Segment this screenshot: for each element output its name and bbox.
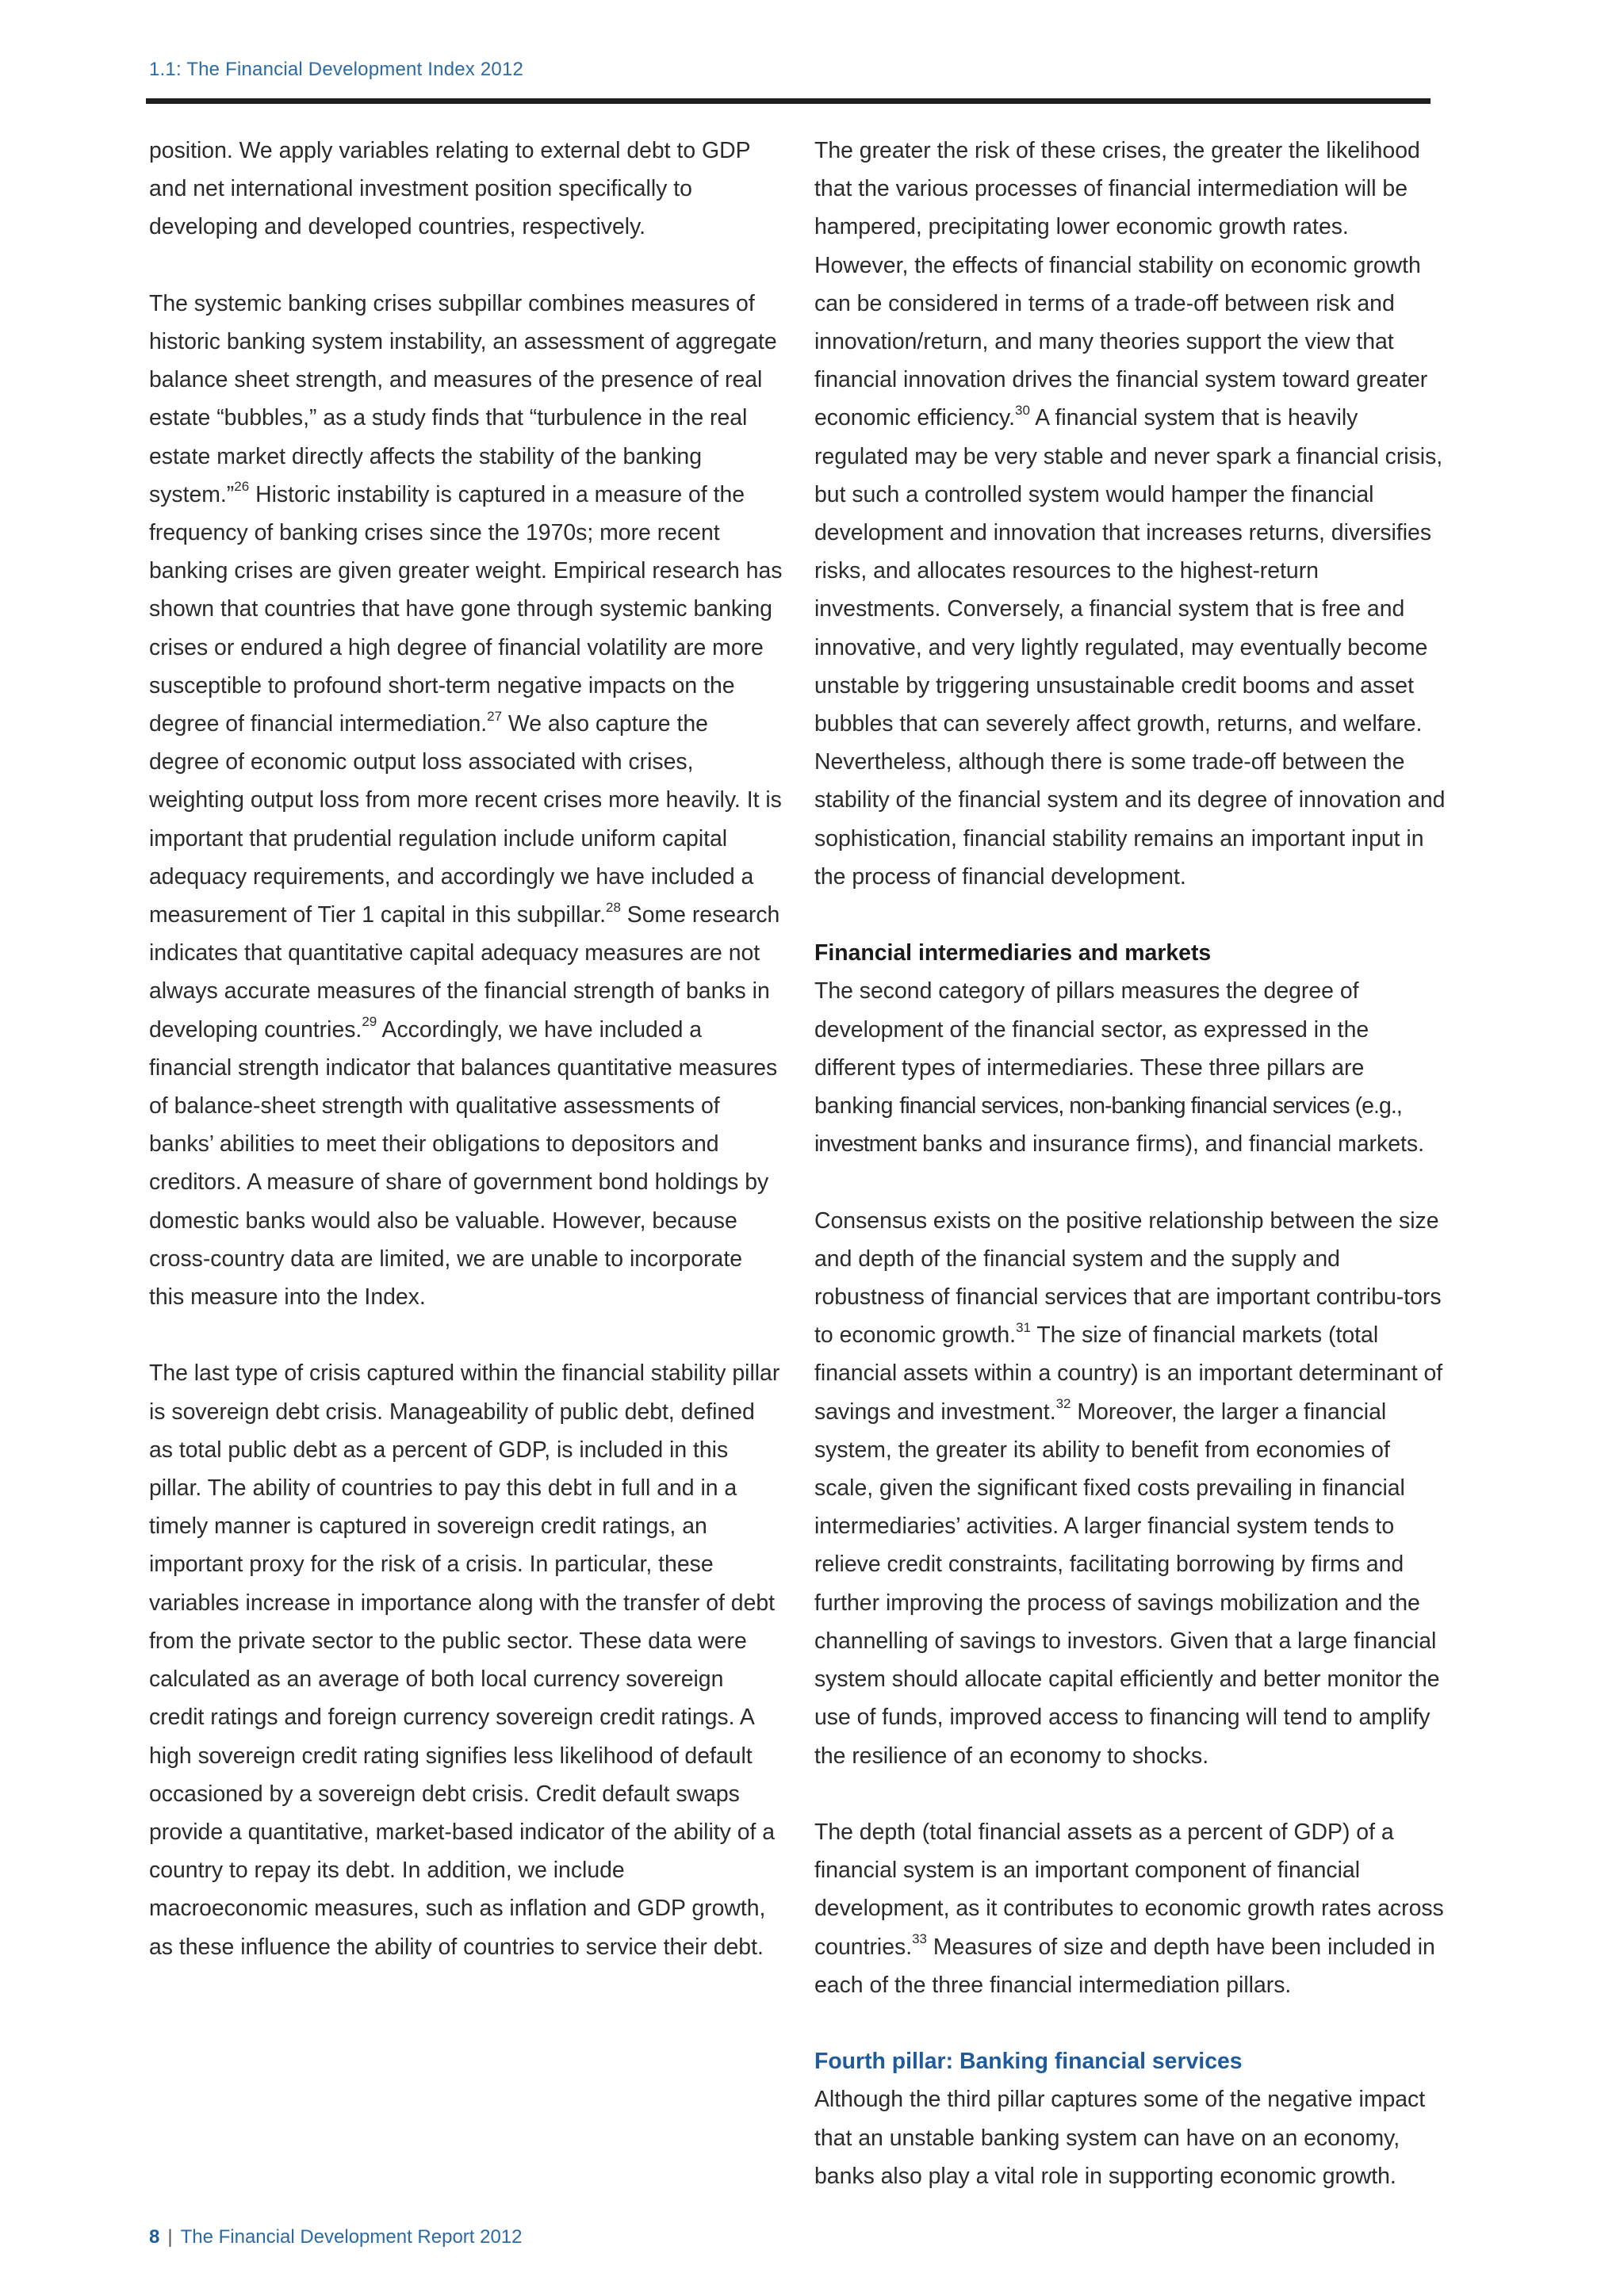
- footnote-ref-33: 33: [912, 1931, 928, 1947]
- footnote-ref-30: 30: [1015, 402, 1030, 418]
- paragraph-second-category: The second category of pillars measures the degree of development of the financial sector, as expressed in the different types of intermediaries. These three pillars are banking financial services, non-banking financial services (e.g., investment banks and insurance firms), and financial markets.: [814, 978, 1424, 1158]
- left-column: [149, 132, 783, 1966]
- right-column: [814, 132, 1449, 2195]
- paragraph: position. We apply variables relating to external debt to GDP and net international investment position specifically to developing and developed countries, respectively.: [149, 138, 751, 240]
- paragraph-sovereign-debt: The last type of crisis captured within the financial stability pillar is sovereign debt crisis. Manageability of public debt, defined as total public debt as a percent of GDP, is included in this pillar. The ability of countries to pay this debt in full and in a timely manner is captured in sovereign credit ratings, an important proxy for the risk of a crisis. In particular, these variables increase in importance along with the transfer of debt from the private sector to the public sector. These data were calculated as an average of both local currency sovereign credit ratings and foreign currency sovereign credit ratings. A high sovereign credit rating signifies less likelihood of default occasioned by a sovereign debt crisis. Credit default swaps provide a quantitative, market-based indicator of the ability of a country to repay its debt. In addition, we include macroeconomic measures, such as inflation and GDP growth, as these influence the ability of countries to service their debt.: [149, 1360, 780, 1960]
- footer-report-title: The Financial Development Report 2012: [180, 2226, 523, 2248]
- page-number: 8: [149, 2226, 160, 2248]
- paragraph-consensus: Consensus exists on the positive relationship between the size and depth of the financial system and the supply and robustness of financial services that are important contribu-tors to economic growth.$^{31}$ The size of financial markets (total financial assets within a country) is an important determinant of savings and investment.$^{32}$ Moreover, the larger a financial system, the greater its ability to benefit from economies of scale, given the significant fixed costs prevailing in financial intermediaries’ activities. A larger financial system tends to relieve credit constraints, facilitating borrowing by firms and further improving the process of savings mobilization and the channelling of savings to investors. Given that a large financial system should allocate capital efficiently and better monitor the use of funds, improved access to financing will tend to amplify the resilience of an economy to shocks.: [814, 1207, 1443, 1769]
- paragraph-banking: Although the third pillar captures some of the negative impact that an unstable banking system can have on an economy, banks also play a vital role in supporting economic growth.: [814, 2087, 1426, 2189]
- page-footer: [149, 2226, 523, 2248]
- running-header: 1.1: The Financial Development Index 2012: [149, 59, 524, 80]
- subsection-heading: Fourth pillar: Banking financial services: [814, 2049, 1243, 2075]
- section-heading: Financial intermediaries and markets: [814, 940, 1212, 966]
- footnote-ref-32: 32: [1055, 1396, 1071, 1412]
- footnote-ref-26: 26: [234, 479, 250, 495]
- footnote-ref-28: 28: [605, 899, 621, 915]
- paragraph-systemic-banking: The systemic banking crises subpillar combines measures of historic banking system instability, an assessment of aggregate balance sheet strength, and measures of the presence of real estate “bubbles,” as a study finds that “turbulence in the real estate market directly affects the stability of the banking system.”$^{26}$ Historic instability is captured in a measure of the frequency of banking crises since the 1970s; more recent banking crises are given greater weight. Empirical research has shown that countries that have gone through systemic banking crises or endured a high degree of financial volatility are more susceptible to profound short-term negative impacts on the degree of financial intermediation.$^{27}$ We also capture the degree of economic output loss associated with crises, weighting output loss from more recent crises more heavily. It is important that prudential regulation include uniform capital adequacy requirements, and accordingly we have included a measurement of Tier 1 capital in this subpillar.$^{28}$ Some research indicates that quantitative capital adequacy measures are not always accurate measures of the financial strength of banks in developing countries.$^{29}$ Accordingly, we have included a financial strength indicator that balances quantitative measures of balance-sheet strength with qualitative assessments of banks’ abilities to meet their obligations to depositors and creditors. A measure of share of government bond holdings by domestic banks would also be valuable. However, because cross-country data are limited, we are unable to incorporate this measure into the Index.: [149, 290, 783, 1311]
- paragraph-depth: The depth (total financial assets as a percent of GDP) of a financial system is an important component of financial development, as it contributes to economic growth rates across countries.$^{33}$ Measures of size and depth have been included in each of the three financial intermediation pillars.: [814, 1819, 1444, 1998]
- header-rule: [146, 98, 1431, 104]
- footnote-ref-31: 31: [1016, 1319, 1031, 1335]
- paragraph-stability-tradeoff: The greater the risk of these crises, the greater the likelihood that the various processes of financial intermediation will be hampered, precipitating lower economic growth rates. However, the effects of financial stability on economic growth can be considered in terms of a trade-off between risk and innovation/return, and many theories support the view that financial innovation drives the financial system toward greater economic efficiency.$^{30}$ A financial system that is heavily regulated may be very stable and never spark a financial crisis, but such a controlled system would hamper the financial development and innovation that increases returns, diversifies risks, and allocates resources to the highest-return investments. Conversely, a financial system that is free and innovative, and very lightly regulated, may eventually become unstable by triggering unsustainable credit booms and asset bubbles that can severely affect growth, returns, and welfare. Nevertheless, although there is some trade-off between the stability of the financial system and its degree of innovation and sophistication, financial stability remains an important input in the process of financial development.: [814, 138, 1446, 890]
- footnote-ref-27: 27: [487, 708, 503, 724]
- footnote-ref-29: 29: [362, 1014, 377, 1030]
- footer-separator: |: [167, 2226, 173, 2248]
